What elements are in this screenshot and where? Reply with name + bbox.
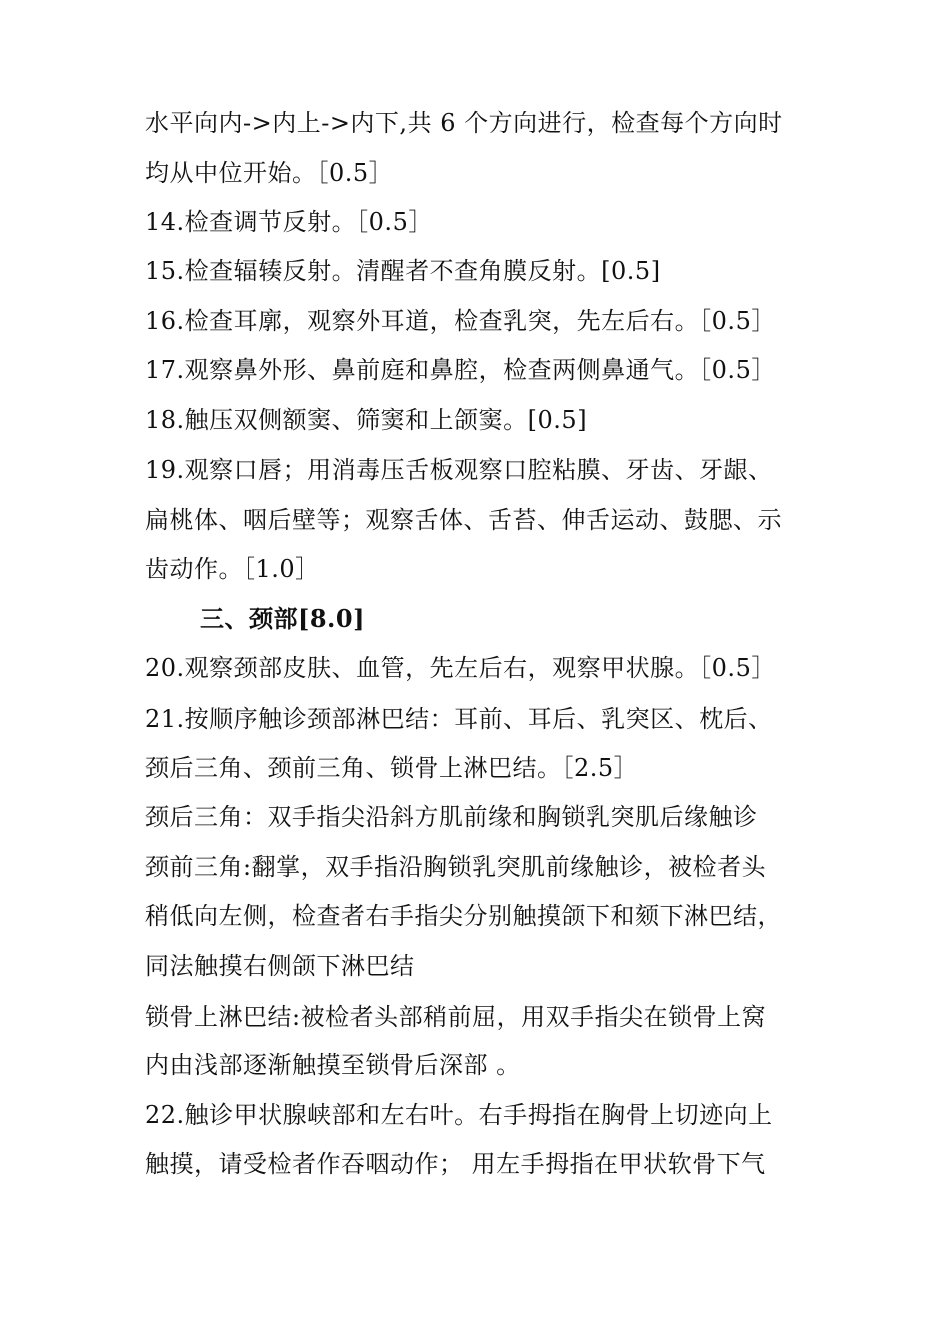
text-line: 扁桃体、咽后壁等；观察舌体、舌苔、伸舌运动、鼓腮、示 (145, 506, 782, 534)
text-line: 颈后三角、颈前三角、锁骨上淋巴结。［2.5］ (145, 754, 639, 782)
text-line: 15.检查辐辏反射。清醒者不查角膜反射。[0.5] (145, 257, 661, 285)
text-line: 锁骨上淋巴结:被检者头部稍前屈，用双手指尖在锁骨上窝 (145, 1003, 767, 1031)
text-line: 18.触压双侧额窦、筛窦和上颌窦。[0.5] (145, 406, 588, 434)
text-line: 水平向内->内上->内下,共 6 个方向进行，检查每个方向时 (145, 109, 783, 137)
text-line: 颈后三角：双手指尖沿斜方肌前缘和胸锁乳突肌后缘触诊 (145, 803, 758, 831)
text-line: 20.观察颈部皮肤、血管，先左后右，观察甲状腺。［0.5］ (145, 654, 776, 682)
text-line: 14.检查调节反射。［0.5］ (145, 208, 433, 236)
text-line: 触摸，请受检者作吞咽动作； 用左手拇指在甲状软骨下气 (145, 1150, 766, 1178)
text-line: 22.触诊甲状腺峡部和左右叶。右手拇指在胸骨上切迹向上 (145, 1101, 773, 1129)
section-heading: 三、颈部[8.0] (200, 604, 365, 633)
text-line: 19.观察口唇；用消毒压舌板观察口腔粘膜、牙齿、牙龈、 (145, 456, 773, 484)
text-line: 21.按顺序触诊颈部淋巴结：耳前、耳后、乳突区、枕后、 (145, 705, 773, 733)
text-line: 内由浅部逐渐触摸至锁骨后深部 。 (145, 1051, 521, 1079)
text-line: 稍低向左侧，检查者右手指尖分别触摸颌下和颏下淋巴结， (145, 902, 782, 930)
text-line: 颈前三角:翻掌，双手指沿胸锁乳突肌前缘触诊，被检者头 (145, 853, 767, 881)
text-line: 17.观察鼻外形、鼻前庭和鼻腔，检查两侧鼻通气。［0.5］ (145, 356, 776, 384)
text-line: 均从中位开始。［0.5］ (145, 159, 394, 187)
text-line: 齿动作。［1.0］ (145, 555, 320, 583)
text-line: 16.检查耳廓，观察外耳道，检查乳突，先左后右。［0.5］ (145, 307, 776, 335)
text-line: 同法触摸右侧颌下淋巴结 (145, 952, 415, 980)
